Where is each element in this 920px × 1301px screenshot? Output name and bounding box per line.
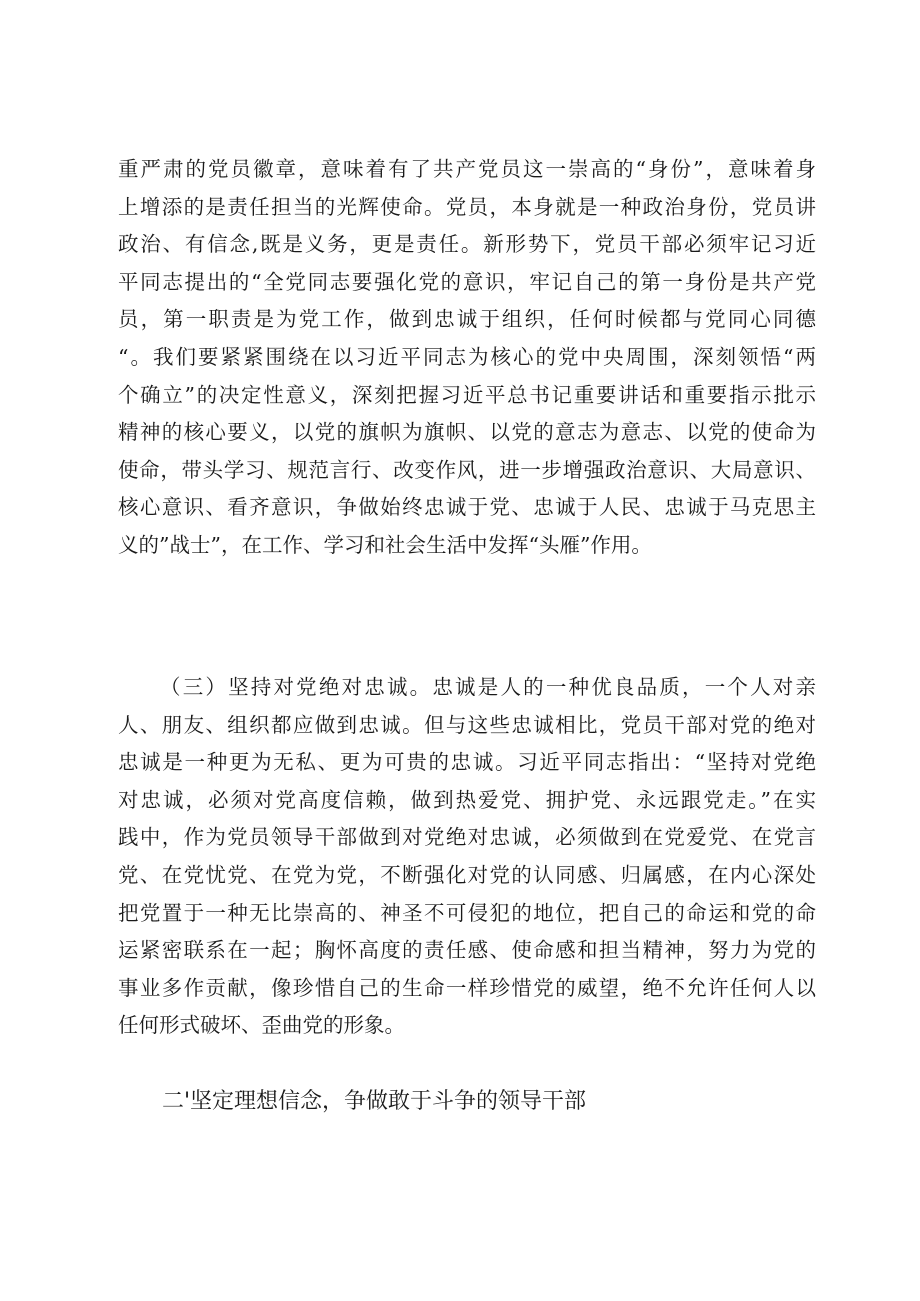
paragraph-line: 对忠诚，必须对党高度信赖，做到热爱党、拥护党、永远跟党走。”在实	[118, 787, 816, 812]
paragraph-line: 上增添的是责任担当的光辉使命。党员，本身就是一种政治身份，党员讲	[118, 194, 816, 219]
paragraph-line: 人、朋友、组织都应做到忠诚。但与这些忠诚相比，党员干部对党的绝对	[118, 712, 816, 737]
paragraph-line: 任何形式破坏、歪曲党的形象。	[118, 1013, 405, 1038]
paragraph-line: 践中，作为党员领导干部做到对党绝对忠诚，必须做到在党爱党、在党言	[118, 825, 816, 850]
paragraph-line: 个确立”的决定性意义，深刻把握习近平总书记重要讲话和重要指示批示	[118, 382, 816, 407]
paragraph-line: 员，第一职责是为党工作，做到忠诚于组织，任何时候都与党同心同德	[118, 307, 816, 332]
paragraph-line: 精神的核心要义，以党的旗帜为旗帜、以党的意志为意志、以党的使命为	[118, 420, 816, 445]
paragraph-line: 平同志提出的“全党同志要强化党的意识，牢记自己的第一身份是共产党	[118, 269, 816, 294]
paragraph-line: 使命，带头学习、规范言行、改变作风，进一步增强政治意识、大局意识、	[118, 457, 816, 482]
paragraph-1	[118, 151, 816, 565]
section-heading: 二'坚定理想信念，争做敢于斗争的领导干部	[162, 1089, 587, 1114]
paragraph-line: 重严肃的党员徽章，意味着有了共产党员这一崇高的“身份”，意味着身	[118, 157, 816, 181]
paragraph-line: 核心意识、看齐意识，争做始终忠诚于党、忠诚于人民、忠诚于马克思主	[118, 495, 816, 520]
paragraph-line: 忠诚是一种更为无私、更为可贵的忠诚。习近平同志指出：“坚持对党绝	[118, 750, 816, 775]
paragraph-line: 运紧密联系在一起；胸怀高度的责任感、使命感和担当精神，努力为党的	[118, 938, 816, 963]
paragraph-line: 把党置于一种无比崇高的、神圣不可侵犯的地位，把自己的命运和党的命	[118, 900, 816, 925]
paragraph-2	[118, 669, 816, 1045]
paragraph-line: 义的”战士”，在工作、学习和社会生活中发挥“头雁”作用。	[118, 532, 652, 557]
paragraph-line: 政治、有信念,既是义务，更是责任。新形势下，党员干部必须牢记习近	[118, 232, 816, 257]
paragraph-line: （三）坚持对党绝对忠诚。忠诚是人的一种优良品质，一个人对亲	[160, 675, 816, 699]
paragraph-line: 事业多作贡献，像珍惜自己的生命一样珍惜党的威望，绝不允许任何人以	[118, 975, 816, 1000]
paragraph-line: 党、在党忧党、在党为党，不断强化对党的认同感、归属感，在内心深处	[118, 862, 816, 887]
paragraph-line: “。我们要紧紧围绕在以习近平同志为核心的党中央周围，深刻领悟“两	[118, 344, 816, 369]
